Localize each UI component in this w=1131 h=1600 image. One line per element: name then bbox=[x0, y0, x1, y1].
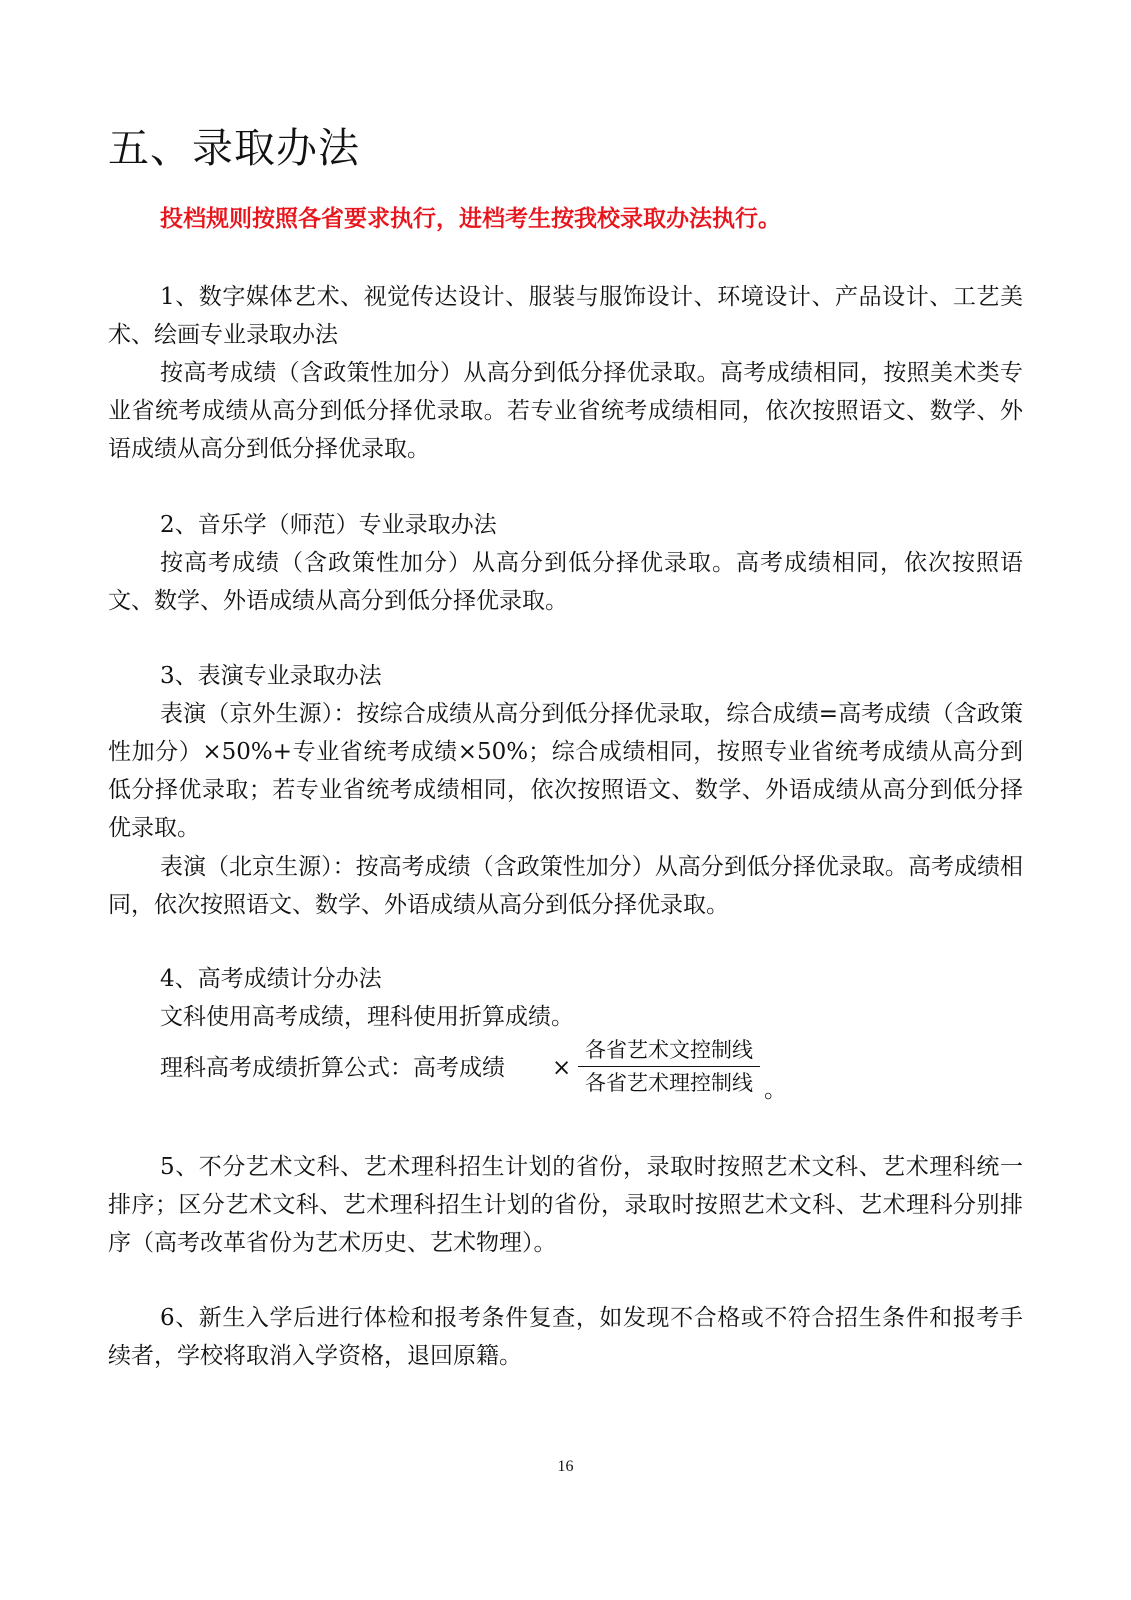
item-4-heading: 4、高考成绩计分办法 bbox=[160, 966, 382, 992]
item-3-body-nonlocal: 表演（京外生源）：按综合成绩从高分到低分择优录取，综合成绩=高考成绩（含政策性加分）×50%+专业省统考成绩×50%；综合成绩相同，按照专业省统考成绩从高分到低分择优录取；若专业省统考成绩相同，依次按照语文、数学、外语成绩从高分到低分择优录取。 bbox=[108, 701, 1023, 841]
formula-end: 。 bbox=[764, 1077, 787, 1103]
item-1-heading: 1、数字媒体艺术、视觉传达设计、服装与服饰设计、环境设计、产品设计、工艺美术、绘画专业录取办法 bbox=[108, 284, 1023, 348]
formula-times: × bbox=[552, 1055, 572, 1081]
formula-denominator: 各省艺术理控制线 bbox=[585, 1071, 753, 1095]
item-2-body: 按高考成绩（含政策性加分）从高分到低分择优录取。高考成绩相同，依次按照语文、数学、外语成绩从高分到低分择优录取。 bbox=[108, 550, 1023, 614]
item-4-line: 文科使用高考成绩，理科使用折算成绩。 bbox=[160, 1004, 574, 1030]
formula-numerator: 各省艺术文控制线 bbox=[578, 1035, 760, 1067]
item-5-body: 5、不分艺术文科、艺术理科招生计划的省份，录取时按照艺术文科、艺术理科统一排序；区分艺术文科、艺术理科招生计划的省份，录取时按照艺术文科、艺术理科分别排序（高考改革省份为艺术历史、艺术物理）。 bbox=[108, 1154, 1023, 1256]
formula-label: 理科高考成绩折算公式：高考成绩 bbox=[160, 1055, 505, 1081]
formula-fraction bbox=[578, 1035, 760, 1098]
item-6-body: 6、新生入学后进行体检和报考条件复查，如发现不合格或不符合招生条件和报考手续者，学校将取消入学资格，退回原籍。 bbox=[108, 1305, 1023, 1369]
item-1-body: 按高考成绩（含政策性加分）从高分到低分择优录取。高考成绩相同，按照美术类专业省统考成绩从高分到低分择优录取。若专业省统考成绩相同，依次按照语文、数学、外语成绩从高分到低分择优录取。 bbox=[108, 360, 1023, 462]
page-number: 16 bbox=[557, 1458, 574, 1475]
item-2-heading: 2、音乐学（师范）专业录取办法 bbox=[160, 512, 497, 538]
item-3-body-beijing: 表演（北京生源）：按高考成绩（含政策性加分）从高分到低分择优录取。高考成绩相同，依次按照语文、数学、外语成绩从高分到低分择优录取。 bbox=[108, 854, 1023, 918]
admission-notice: 投档规则按照各省要求执行，进档考生按我校录取办法执行。 bbox=[160, 205, 781, 232]
section-title: 五、录取办法 bbox=[108, 124, 360, 172]
item-3-heading: 3、表演专业录取办法 bbox=[160, 663, 382, 689]
